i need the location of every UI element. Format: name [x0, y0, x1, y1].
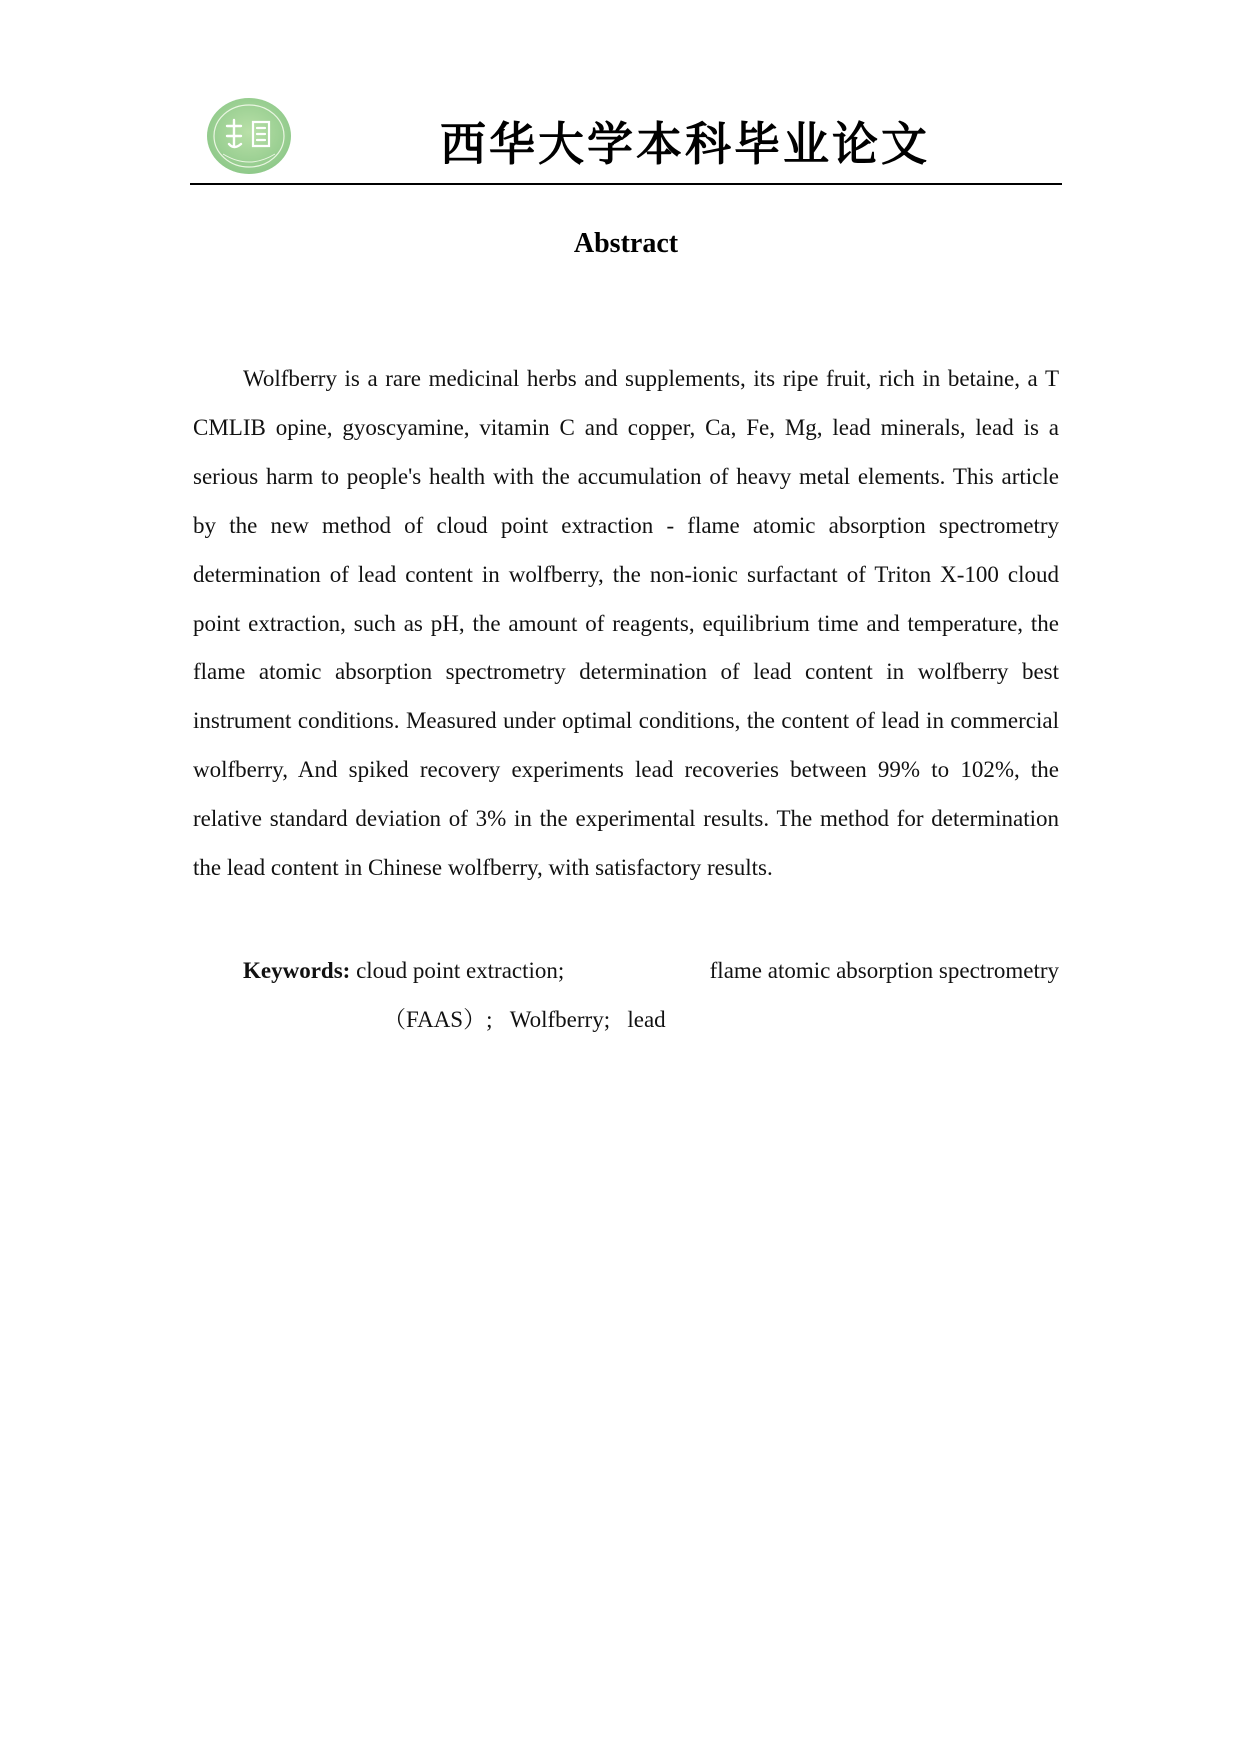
keywords-line-1 — [243, 946, 1059, 995]
header-divider — [190, 183, 1062, 185]
abstract-body: Wolfberry is a rare medicinal herbs and supplements, its ripe fruit, rich in betaine, a T CMLIB opine, gyoscyamine, vitamin C and copper, Ca, Fe, Mg, lead minerals, lead is a serious harm to people's health with the accumulation of heavy metal elements. This article by the new method of cloud point extraction - flame atomic absorption spectrometry determination of lead content in wolfberry, the non-ionic surfactant of Triton X-100 cloud point extraction, such as pH, the amount of reagents, equilibrium time and temperature, the flame atomic absorption spectrometry determination of lead content in wolfberry best instrument conditions. Measured under optimal conditions, the content of lead in commercial wolfberry, And spiked recovery experiments lead recoveries between 99% to 102%, the relative standard deviation of 3% in the experimental results. The method for determination the lead content in Chinese wolfberry, with satisfactory results. — [193, 366, 1059, 881]
abstract-heading: Abstract — [573, 228, 679, 259]
keyword-item: cloud point extraction; — [356, 958, 565, 983]
keyword-item: （FAAS）; — [383, 1007, 493, 1032]
header-title: 西华大学本科毕业论文 — [440, 117, 930, 171]
keyword-item: flame atomic absorption spectrometry — [709, 958, 1059, 983]
keywords-label: Keywords: — [243, 958, 351, 983]
keywords-block — [193, 946, 1059, 1044]
keyword-item: Wolfberry; — [509, 1007, 611, 1032]
keywords-line-2 — [243, 995, 1059, 1044]
keyword-item: lead — [627, 1007, 666, 1032]
